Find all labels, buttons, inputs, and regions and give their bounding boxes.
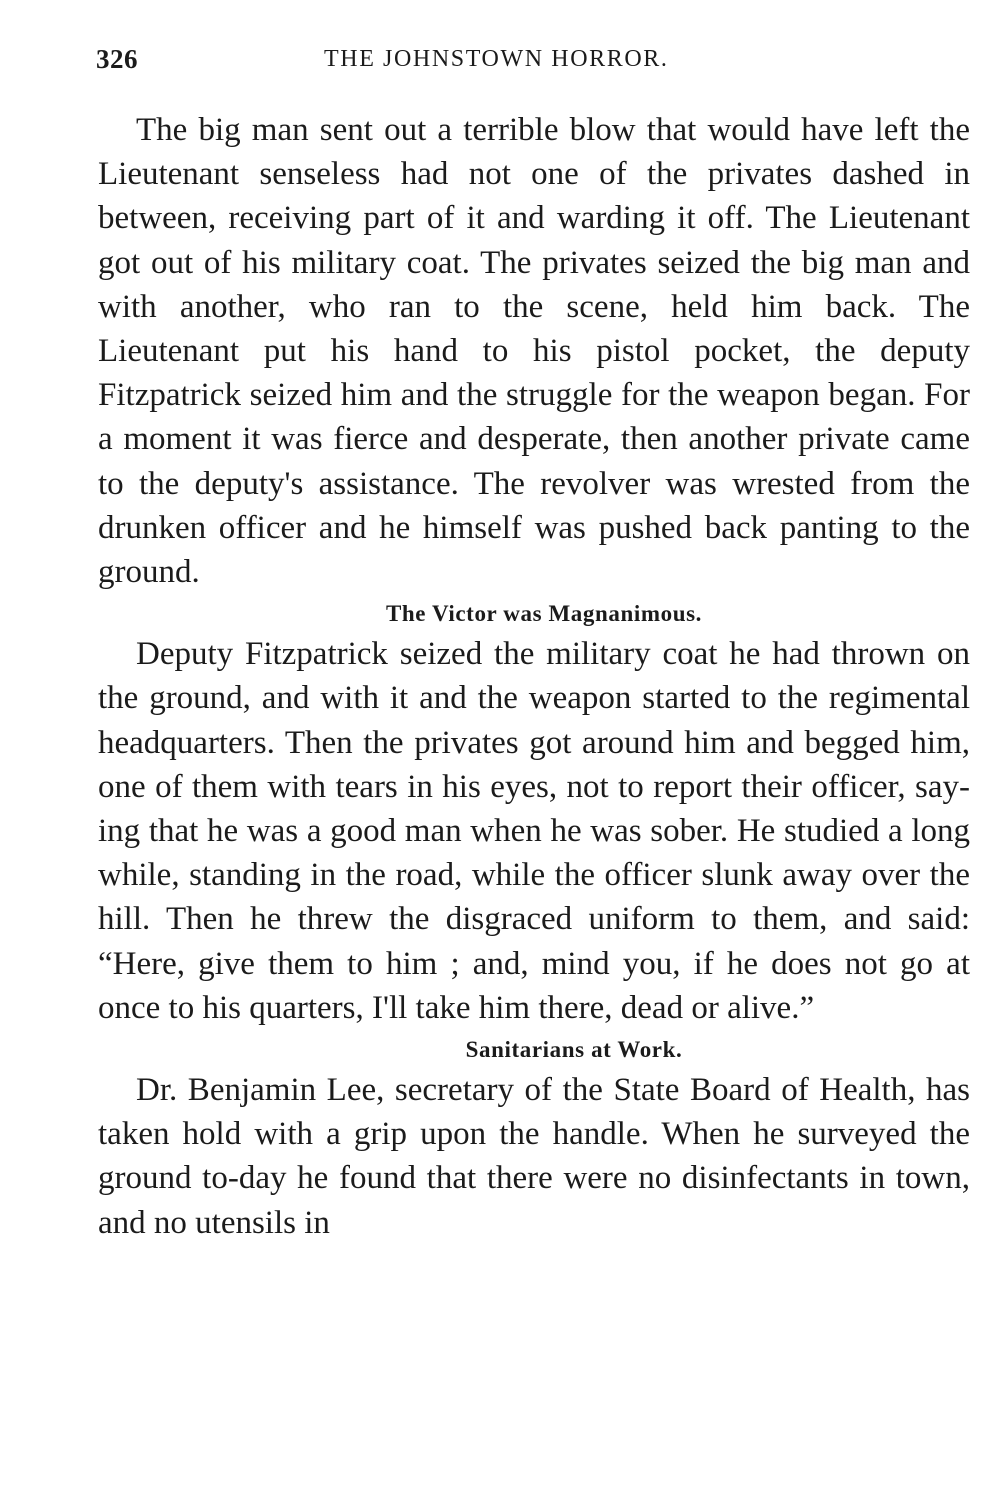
section-heading-sanitarians: Sanitarians at Work. [465,1037,683,1063]
body-text [98,108,970,1245]
paragraph-deputy: Deputy Fitzpatrick seized the military coat he had thrown on the ground, and with it and the weapon started to the regimental headquarters. Then the privates got around him and begged him, one of them with tears in his eyes, not to report their officer, saying that he was a good man when he was sober. He studied a long while, standing in the road, while the officer slunk away over the hill. Then he threw the disgraced uniform to them, and said: “Here, give them to him ; and, mind you, if he does not go at once to his quarters, I'll take him there, dead or alive.” [98,636,970,1026]
paragraph-health-board: Dr. Benjamin Lee, secretary of the State Board of Health, has taken hold with a grip upon the handle. When he surveyed the ground to-day he found that there were no disinfectants in town, and no utensils in [98,1072,970,1241]
page-number: 326 [96,44,138,74]
paragraph-struggle: The big man sent out a terrible blow that would have left the Lieutenant senseless had not one of the privates dashed in between, receiving part of it and warding it off. The Lieutenant got out of his military coat. The privates seized the big man and with another, who ran to the scene, held him back. The Lieutenant put his hand to his pistol pocket, the deputy Fitzpatrick seized him and the struggle for the weapon began. For a moment it was fierce and desperate, then another private came to the deputy's assistance. The revolver was wrested from the drunken officer and he himself was pushed back panting to the ground. [98,112,970,591]
section-heading-victor: The Victor was Magnanimous. [385,601,703,627]
running-head [96,44,972,84]
running-title: THE JOHNSTOWN HORROR. [324,46,669,72]
